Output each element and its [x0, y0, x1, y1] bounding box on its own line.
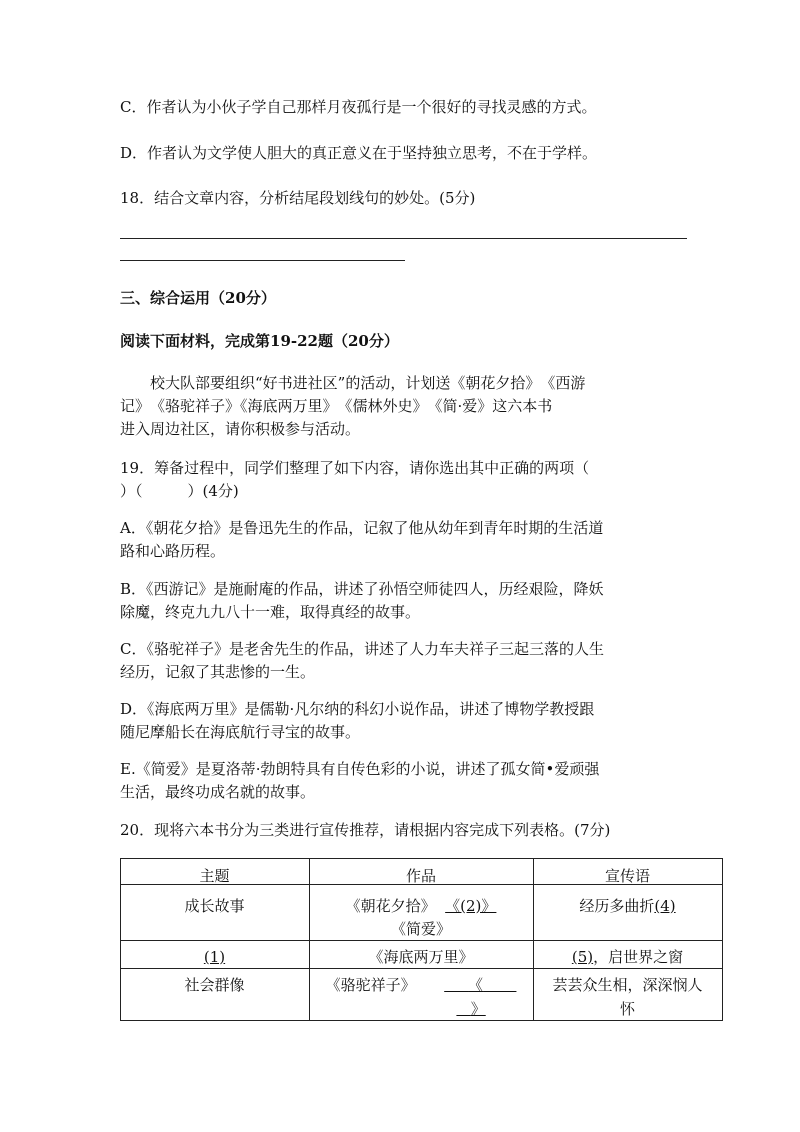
q19-option-b-line-1: B．《西游记》是施耐庵的作品，讲述了孙悟空师徒四人，历经艰险，降妖 — [120, 580, 604, 598]
row3-work-close — [309, 997, 533, 1021]
row2-theme-blank — [120, 945, 309, 969]
q19-option-c-line-1: C．《骆驼祥子》是老舍先生的作品，讲述了人力车夫祥子三起三落的人生 — [120, 640, 604, 658]
row3-work-blank-close-bracket: 》 — [470, 1000, 486, 1018]
row3-slogan-line-2: 怀 — [619, 1000, 635, 1018]
q18-text: 18．结合文章内容，分析结尾段划线句的妙处。(5分) — [120, 189, 476, 207]
row3-work-blank-open — [444, 976, 516, 994]
intro-line-2: 记》 《骆驼祥子》《海底两万里》 《儒林外史》 《简·爱》这六本书 — [120, 397, 553, 415]
q19-option-b-line-2: 除魔，终克九九八十一难，取得真经的故事。 — [120, 603, 421, 621]
q19-stem-line-2: ）（ ）(4分) — [120, 482, 239, 500]
q19-option-e-line-1: E.《简爱》是夏洛蒂·勃朗特具有自传色彩的小说，讲述了孤女简•爱顽强 — [120, 760, 600, 778]
answer-line-1 — [120, 238, 687, 239]
row1-slogan-text: 经历多曲折 — [579, 897, 655, 915]
row3-theme: 社会群像 — [184, 976, 245, 994]
row3-work-blank-close — [456, 1000, 485, 1018]
row1-work-a: 《朝花夕拾》 — [345, 897, 436, 915]
intro-line-3: 进入周边社区，请你积极参与活动。 — [120, 420, 361, 438]
q19-option-a-line-1: A．《朝花夕拾》是鲁迅先生的作品，记叙了他从幼年到青年时期的生活道 — [120, 519, 604, 537]
q19-option-c-line-2: 经历，记叙了其悲惨的一生。 — [120, 663, 316, 681]
q19-option-a-line-2: 路和心路历程。 — [120, 542, 226, 560]
row2-slogan-blank-5: (5) — [571, 948, 594, 966]
q17-option-c: C．作者认为小伙子学自己那样月夜孤行是一个很好的寻找灵感的方式。 — [120, 98, 597, 116]
q19-option-d-line-1: D．《海底两万里》是儒勒·凡尔纳的科幻小说作品，讲述了博物学教授跟 — [120, 700, 595, 718]
row2-slogan-text: ，启世界之窗 — [593, 948, 684, 966]
q17-option-d: D．作者认为文学使人胆大的真正意义在于坚持独立思考，不在于学样。 — [120, 144, 598, 162]
row2-theme-blank-1: (1) — [203, 948, 226, 966]
row3-works — [309, 973, 533, 997]
row2-slogan — [533, 945, 722, 969]
answer-line-2 — [120, 260, 405, 261]
section-subheading: 阅读下面材料，完成第19-22题（20分） — [120, 332, 399, 350]
row1-works — [309, 894, 533, 918]
row1-slogan — [533, 894, 722, 918]
q19-option-e-line-2: 生活，最终功成名就的故事。 — [120, 783, 316, 801]
row3-work-a: 《骆驼祥子》 — [325, 976, 416, 994]
table-header-work: 作品 — [405, 867, 436, 885]
section-heading: 三、综合运用（20分） — [120, 289, 276, 307]
row1-theme: 成长故事 — [184, 897, 245, 915]
q19-stem-line-1: 19．筹备过程中，同学们整理了如下内容，请你选出其中正确的两项（ — [120, 459, 590, 477]
row1-work-blank-2: 《(2)》 — [445, 897, 497, 915]
intro-line-1: 校大队部要组织“好书进社区”的活动，计划送《朝花夕拾》 《西游 — [150, 374, 586, 392]
row3-slogan-line-1: 芸芸众生相，深深悯人 — [552, 976, 703, 994]
row1-work-c: 《简爱》 — [390, 920, 451, 938]
q20-stem: 20．现将六本书分为三类进行宣传推荐，请根据内容完成下列表格。(7分) — [120, 821, 611, 839]
q19-option-d-line-2: 随尼摩船长在海底航行寻宝的故事。 — [120, 723, 361, 741]
table-header-slogan: 宣传语 — [604, 867, 650, 885]
row3-work-blank-open-bracket: 《 — [468, 976, 484, 994]
row1-slogan-blank-4: (4) — [654, 897, 676, 915]
table-header-theme: 主题 — [199, 867, 230, 885]
row2-work: 《海底两万里》 — [368, 948, 474, 966]
